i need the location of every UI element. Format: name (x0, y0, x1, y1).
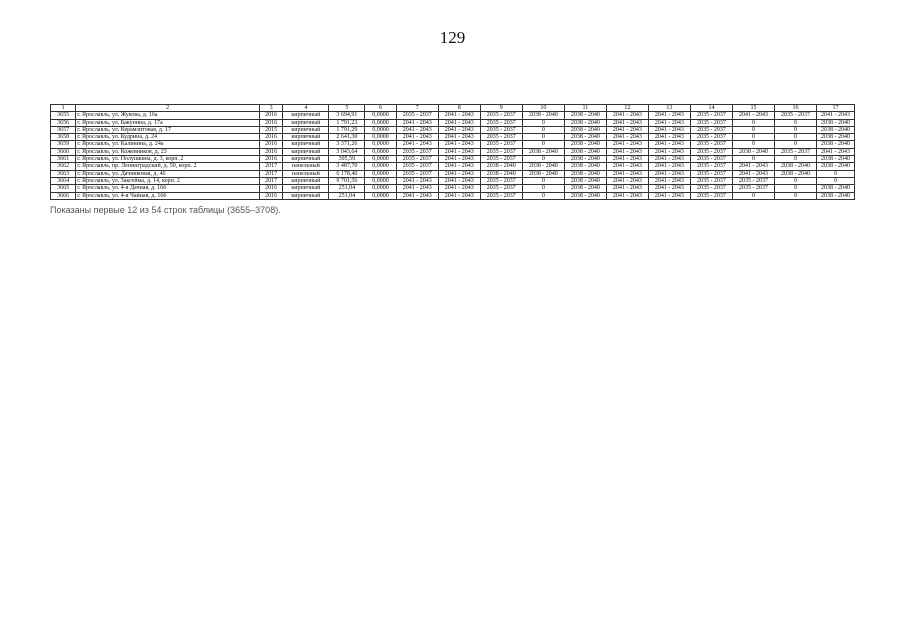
table-cell: 2038 - 2040 (564, 134, 606, 141)
table-cell: 2016 (260, 192, 283, 199)
column-header: 6 (365, 105, 397, 112)
table-cell: 2041 - 2043 (648, 163, 690, 170)
table-cell: 2038 - 2040 (564, 177, 606, 184)
table-cell: 2041 - 2043 (606, 192, 648, 199)
table-cell: 2038 - 2040 (564, 112, 606, 119)
address-cell: г. Ярославль, ул. Полушкина, д. 3, корп. 2 (76, 156, 260, 163)
table-cell: 0 (774, 185, 816, 192)
table-cell: 2041 - 2043 (438, 185, 480, 192)
table-row (51, 177, 855, 184)
table-cell: 3666 (51, 192, 76, 199)
table-cell: 2041 - 2043 (606, 119, 648, 126)
table-cell: 3662 (51, 163, 76, 170)
table-cell: 2035 - 2037 (480, 134, 522, 141)
table-row (51, 156, 855, 163)
table-cell: 2016 (260, 119, 283, 126)
table-cell: 2041 - 2043 (606, 185, 648, 192)
table-cell: 3661 (51, 156, 76, 163)
table-cell: 2038 - 2040 (817, 185, 855, 192)
table-cell: 2017 (260, 170, 283, 177)
table-cell: 0,0000 (365, 177, 397, 184)
address-cell: г. Ярославль, ул. Кожевников, д. 23 (76, 148, 260, 155)
table-cell: 2041 - 2043 (438, 148, 480, 155)
table-cell: 0,0000 (365, 126, 397, 133)
column-header: 13 (648, 105, 690, 112)
table-row (51, 119, 855, 126)
table-cell: 2038 - 2040 (564, 119, 606, 126)
table-cell: 0,0000 (365, 156, 397, 163)
table-cell: панельный (283, 163, 329, 170)
document-table (50, 104, 855, 200)
table-cell: 0 (774, 177, 816, 184)
table-cell: 2038 - 2040 (522, 148, 564, 155)
table-cell: кирпичный (283, 177, 329, 184)
table-cell: 2038 - 2040 (522, 112, 564, 119)
table-cell: 2 641,30 (329, 134, 365, 141)
page-number: 129 (439, 28, 466, 47)
table-cell: 2041 - 2043 (606, 156, 648, 163)
table-cell: 2041 - 2043 (438, 112, 480, 119)
table-cell: 2016 (260, 156, 283, 163)
table-cell: 2035 - 2037 (396, 156, 438, 163)
table-cell: 0 (732, 156, 774, 163)
column-header: 14 (690, 105, 732, 112)
table-cell: 2038 - 2040 (774, 170, 816, 177)
table-cell: 2035 - 2037 (732, 177, 774, 184)
table-cell: 0 (522, 134, 564, 141)
table-cell: 0 (732, 141, 774, 148)
table-cell: 2041 - 2043 (438, 156, 480, 163)
table-cell: 2035 - 2037 (774, 148, 816, 155)
table-cell: кирпичный (283, 141, 329, 148)
table-cell: 2035 - 2037 (396, 170, 438, 177)
table-cell: 0 (522, 156, 564, 163)
table-cell: 2041 - 2043 (606, 170, 648, 177)
table-cell: 0,0000 (365, 112, 397, 119)
table-cell: 1 791,23 (329, 119, 365, 126)
table-cell: 2041 - 2043 (438, 126, 480, 133)
table-cell: 2035 - 2037 (480, 148, 522, 155)
table-cell: 395,59 (329, 156, 365, 163)
table-cell: 3663 (51, 170, 76, 177)
column-header: 10 (522, 105, 564, 112)
table-cell: 2038 - 2040 (564, 148, 606, 155)
table-cell: 2038 - 2040 (564, 141, 606, 148)
table-cell: 2041 - 2043 (648, 192, 690, 199)
table-cell: 0 (522, 141, 564, 148)
table-cell: 2035 - 2037 (480, 185, 522, 192)
table-cell: 2035 - 2037 (690, 112, 732, 119)
table-row (51, 163, 855, 170)
table-cell: 2041 - 2043 (732, 163, 774, 170)
table-cell: 251,04 (329, 185, 365, 192)
table-cell: 2041 - 2043 (438, 134, 480, 141)
table-cell: 0 (774, 126, 816, 133)
table-cell: 0 (774, 192, 816, 199)
table-row (51, 185, 855, 192)
table-cell: 0 (732, 126, 774, 133)
table-cell: 2041 - 2043 (396, 185, 438, 192)
table-cell: 0,0000 (365, 163, 397, 170)
table-cell: кирпичный (283, 185, 329, 192)
table-cell: 2035 - 2037 (480, 156, 522, 163)
table-cell: 2041 - 2043 (606, 112, 648, 119)
table-cell: 0 (732, 192, 774, 199)
table-cell: 2017 (260, 177, 283, 184)
table-cell: 0,0000 (365, 192, 397, 199)
table-cell: 2041 - 2043 (732, 170, 774, 177)
table-cell: 0 (817, 170, 855, 177)
table-cell: 3657 (51, 126, 76, 133)
table-cell: 2035 - 2037 (690, 156, 732, 163)
table-cell: 2041 - 2043 (817, 148, 855, 155)
document-table-wrap (50, 104, 855, 200)
table-cell: 2041 - 2043 (648, 112, 690, 119)
table-cell: 0,0000 (365, 134, 397, 141)
table-cell: 2041 - 2043 (648, 185, 690, 192)
table-cell: 2038 - 2040 (522, 170, 564, 177)
table-cell: 3 694,91 (329, 112, 365, 119)
table-cell: 2041 - 2043 (606, 177, 648, 184)
table-cell: 0,0000 (365, 185, 397, 192)
table-cell: 3655 (51, 112, 76, 119)
table-body (51, 112, 855, 200)
table-cell: 2041 - 2043 (438, 177, 480, 184)
address-cell: г. Ярославль, пр. Ленинградский, д. 50, корп. 2 (76, 163, 260, 170)
table-cell: 0 (774, 119, 816, 126)
table-cell: кирпичный (283, 148, 329, 155)
column-header: 8 (438, 105, 480, 112)
table-cell: кирпичный (283, 134, 329, 141)
address-cell: г. Ярославль, ул. Закгейма, д. 14, корп. 2 (76, 177, 260, 184)
table-cell: 2038 - 2040 (817, 163, 855, 170)
column-header: 12 (606, 105, 648, 112)
table-cell: 2035 - 2037 (396, 112, 438, 119)
table-cell: 2041 - 2043 (648, 141, 690, 148)
table-cell: 2041 - 2043 (396, 141, 438, 148)
table-cell: 0 (732, 134, 774, 141)
address-cell: г. Ярославль, ул. 4-я Дачная, д. 16б (76, 185, 260, 192)
table-cell: 3660 (51, 148, 76, 155)
table-cell: 0 (774, 156, 816, 163)
table-cell: 2041 - 2043 (648, 177, 690, 184)
table-row (51, 192, 855, 199)
table-cell: 2038 - 2040 (817, 126, 855, 133)
table-cell: 2035 - 2037 (396, 148, 438, 155)
table-cell: 2041 - 2043 (606, 126, 648, 133)
table-cell: 2035 - 2037 (480, 119, 522, 126)
table-cell: панельный (283, 170, 329, 177)
table-cell: 0 (522, 126, 564, 133)
table-cell: 2038 - 2040 (564, 170, 606, 177)
table-cell: 3664 (51, 177, 76, 184)
table-cell: 3659 (51, 141, 76, 148)
table-cell: 2038 - 2040 (817, 119, 855, 126)
table-cell: 2035 - 2037 (690, 134, 732, 141)
table-cell: 2038 - 2040 (817, 141, 855, 148)
table-cell: 2041 - 2043 (648, 156, 690, 163)
table-cell: 2035 - 2037 (690, 185, 732, 192)
table-note: Показаны первые 12 из 54 строк таблицы (3655–3708). (50, 205, 281, 215)
column-header: 17 (817, 105, 855, 112)
table-cell: 2038 - 2040 (817, 134, 855, 141)
address-cell: г. Ярославль, ул. Калинина, д. 24а (76, 141, 260, 148)
column-header: 16 (774, 105, 816, 112)
table-row (51, 134, 855, 141)
table-cell: 2038 - 2040 (480, 170, 522, 177)
table-cell: 2041 - 2043 (648, 148, 690, 155)
table-cell: 0 (774, 141, 816, 148)
table-cell: 2035 - 2037 (690, 192, 732, 199)
column-header: 2 (76, 105, 260, 112)
table-cell: 3 487,70 (329, 163, 365, 170)
address-cell: г. Ярославль, ул. Бакунина, д. 17а (76, 119, 260, 126)
table-cell: 2035 - 2037 (690, 148, 732, 155)
column-header: 4 (283, 105, 329, 112)
table-cell: 0 (732, 119, 774, 126)
table-cell: 2035 - 2037 (732, 185, 774, 192)
table-cell: 2041 - 2043 (648, 134, 690, 141)
table-cell: 2038 - 2040 (522, 163, 564, 170)
column-header: 9 (480, 105, 522, 112)
table-cell: кирпичный (283, 192, 329, 199)
table-row (51, 112, 855, 119)
table-cell: кирпичный (283, 156, 329, 163)
table-cell: 0 (522, 119, 564, 126)
table-cell: 0,0000 (365, 141, 397, 148)
table-cell: 0 (817, 177, 855, 184)
table-cell: 2035 - 2037 (690, 170, 732, 177)
table-cell: 2041 - 2043 (606, 163, 648, 170)
table-row (51, 148, 855, 155)
table-cell: 1 791,29 (329, 126, 365, 133)
table-cell: 2038 - 2040 (564, 163, 606, 170)
table-cell: 9 701,56 (329, 177, 365, 184)
table-cell: 2016 (260, 112, 283, 119)
table-cell: 0,0000 (365, 148, 397, 155)
table-cell: 2038 - 2040 (480, 163, 522, 170)
table-cell: 0,0000 (365, 119, 397, 126)
table-cell: 2035 - 2037 (690, 163, 732, 170)
table-cell: 2038 - 2040 (564, 156, 606, 163)
table-cell: 2041 - 2043 (648, 126, 690, 133)
table-cell: 0 (774, 134, 816, 141)
table-cell: 3656 (51, 119, 76, 126)
table-cell: 2041 - 2043 (817, 112, 855, 119)
table-cell: 2041 - 2043 (438, 163, 480, 170)
table-cell: 2038 - 2040 (564, 185, 606, 192)
table-cell: 2041 - 2043 (396, 192, 438, 199)
table-cell: 2017 (260, 163, 283, 170)
table-cell: 3665 (51, 185, 76, 192)
table-cell: 2041 - 2043 (606, 148, 648, 155)
table-row (51, 126, 855, 133)
address-cell: г. Ярославль, ул. 4-я Чайная, д. 16б (76, 192, 260, 199)
table-cell: 0 (522, 192, 564, 199)
column-header: 3 (260, 105, 283, 112)
table-cell: 2041 - 2043 (438, 119, 480, 126)
table-cell: 2041 - 2043 (396, 134, 438, 141)
address-cell: г. Ярославль, ул. Кудрина, д. 24 (76, 134, 260, 141)
table-cell: 2038 - 2040 (732, 148, 774, 155)
table-cell: 2041 - 2043 (438, 170, 480, 177)
table-cell: 2041 - 2043 (732, 112, 774, 119)
table-cell: 6 178,40 (329, 170, 365, 177)
table-cell: 2041 - 2043 (396, 177, 438, 184)
table-cell: кирпичный (283, 112, 329, 119)
table-cell: 251,04 (329, 192, 365, 199)
column-header: 7 (396, 105, 438, 112)
table-cell: 2035 - 2037 (690, 141, 732, 148)
address-cell: г. Ярославль, ул. Жукова, д. 16а (76, 112, 260, 119)
table-cell: 2035 - 2037 (480, 141, 522, 148)
column-header: 5 (329, 105, 365, 112)
table-cell: кирпичный (283, 126, 329, 133)
column-header: 11 (564, 105, 606, 112)
table-cell: 2035 - 2037 (690, 126, 732, 133)
table-cell: 2041 - 2043 (648, 119, 690, 126)
table-cell: 2038 - 2040 (564, 126, 606, 133)
table-cell: 2035 - 2037 (396, 163, 438, 170)
table-cell: 2015 (260, 126, 283, 133)
table-cell: кирпичный (283, 119, 329, 126)
table-cell: 2016 (260, 134, 283, 141)
table-cell: 3658 (51, 134, 76, 141)
table-row (51, 141, 855, 148)
table-cell: 2035 - 2037 (480, 126, 522, 133)
table-cell: 3 043,64 (329, 148, 365, 155)
table-cell: 2038 - 2040 (817, 156, 855, 163)
table-cell: 2035 - 2037 (480, 177, 522, 184)
table-cell: 2038 - 2040 (817, 192, 855, 199)
column-header: 15 (732, 105, 774, 112)
table-cell: 2038 - 2040 (564, 192, 606, 199)
table-cell: 2041 - 2043 (606, 134, 648, 141)
table-cell: 2016 (260, 141, 283, 148)
table-cell: 0,0000 (365, 170, 397, 177)
table-cell: 2035 - 2037 (690, 177, 732, 184)
table-cell: 0 (522, 177, 564, 184)
table-cell: 2035 - 2037 (480, 112, 522, 119)
table-cell: 2041 - 2043 (648, 170, 690, 177)
table-cell: 2041 - 2043 (396, 126, 438, 133)
table-row (51, 170, 855, 177)
table-cell: 2041 - 2043 (396, 119, 438, 126)
table-cell: 0 (522, 185, 564, 192)
table-cell: 2035 - 2037 (480, 192, 522, 199)
table-cell: 2016 (260, 185, 283, 192)
address-cell: г. Ярославль, ул. Керамзитовая, д. 17 (76, 126, 260, 133)
address-cell: г. Ярославль, ул. Дачниковая, д. 46 (76, 170, 260, 177)
table-cell: 2041 - 2043 (606, 141, 648, 148)
table-header-row (51, 105, 855, 112)
table-cell: 2035 - 2037 (690, 119, 732, 126)
table-cell: 2041 - 2043 (438, 141, 480, 148)
column-header: 1 (51, 105, 76, 112)
table-cell: 3 371,26 (329, 141, 365, 148)
table-cell: 2035 - 2037 (774, 112, 816, 119)
table-cell: 2038 - 2040 (774, 163, 816, 170)
table-cell: 2041 - 2043 (438, 192, 480, 199)
table-cell: 2016 (260, 148, 283, 155)
